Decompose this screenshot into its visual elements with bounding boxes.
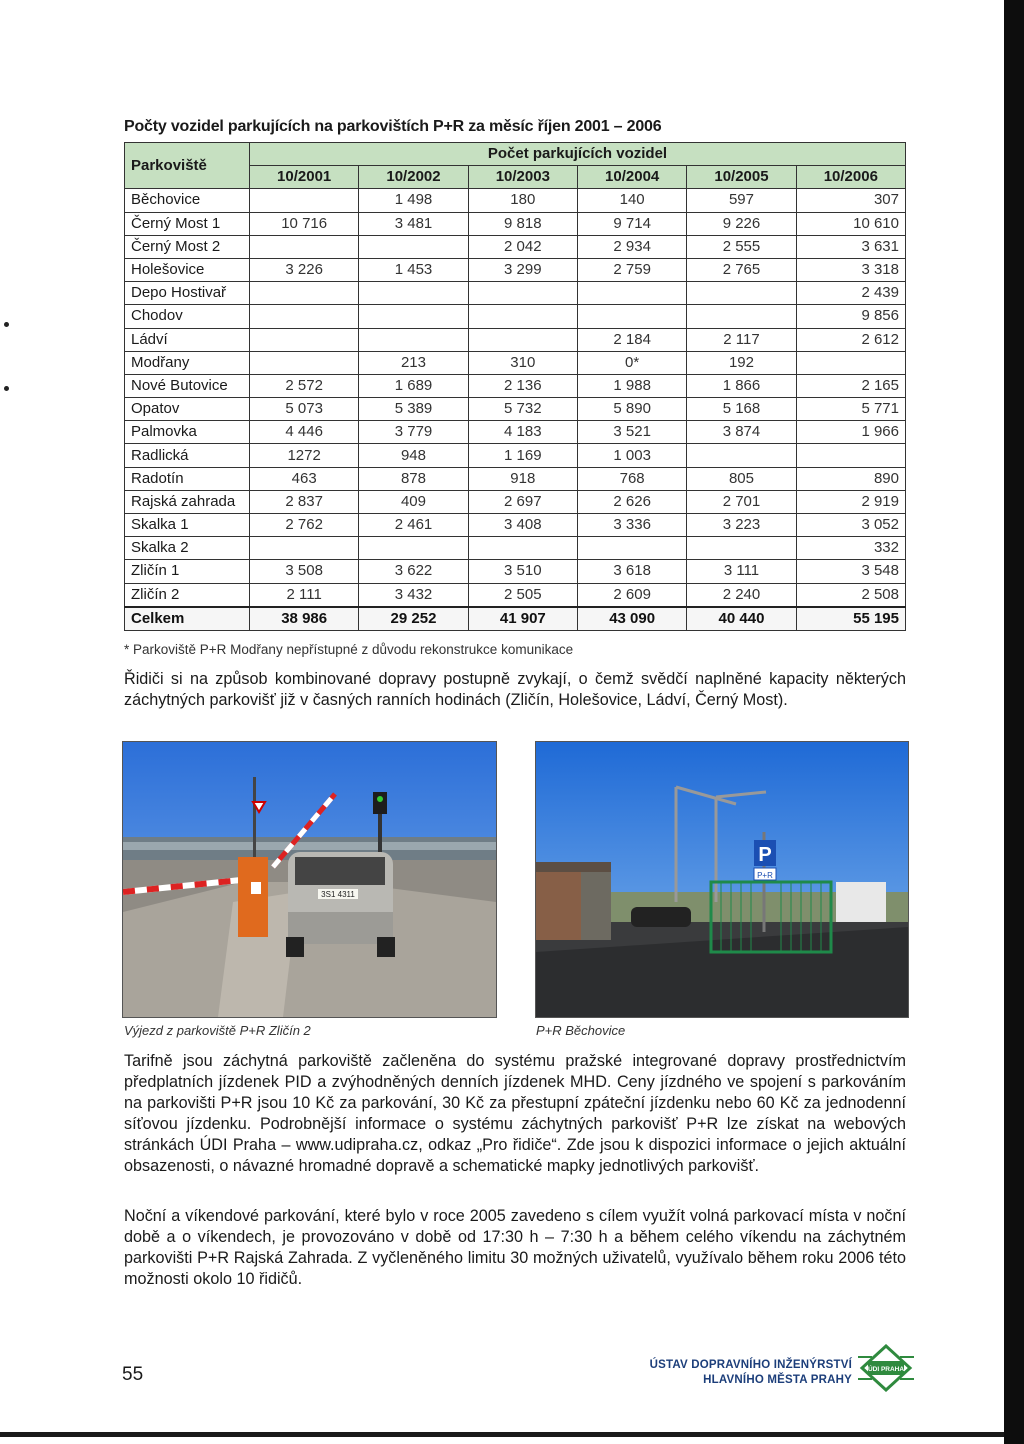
vehicle-count-cell: 2 555 (687, 235, 796, 258)
vehicle-count-cell: 3 548 (796, 560, 905, 583)
vehicle-count-cell: 3 432 (359, 583, 468, 607)
vehicle-count-cell: 2 136 (468, 374, 577, 397)
caption-right: P+R Běchovice (536, 1023, 626, 1038)
vehicle-count-cell: 3 508 (250, 560, 359, 583)
vehicle-count-cell: 2 165 (796, 374, 905, 397)
vehicle-count-cell: 5 168 (687, 398, 796, 421)
table-row (125, 421, 906, 444)
night-parking-paragraph: Noční a víkendové parkování, které bylo v roce 2005 zavedeno s cílem využít volná parkovací místa v noční době a o víkendech, je provozováno v době od 17:30 h – 7:30 h a během celého víkendu na záchytném parkovišti P+R Rajská Zahrada. Z vyčleněného limitu 30 možných uživatelů, využívalo během roku 2006 této možnosti okolo 10 řidičů. (124, 1207, 906, 1288)
table-row (125, 235, 906, 258)
vehicle-count-cell: 1 498 (359, 189, 468, 212)
vehicle-count-cell: 41 907 (468, 607, 577, 631)
scan-edge-bar (1004, 0, 1024, 1444)
vehicle-count-cell: 2 837 (250, 490, 359, 513)
vehicle-count-cell: 9 856 (796, 305, 905, 328)
parking-lot-name: Holešovice (125, 258, 250, 281)
vehicle-count-cell (359, 235, 468, 258)
parking-lot-name: Rajská zahrada (125, 490, 250, 513)
vehicle-count-cell: 5 389 (359, 398, 468, 421)
vehicle-count-cell (577, 537, 686, 560)
table-row (125, 398, 906, 421)
column-header: 10/2005 (687, 166, 796, 189)
vehicle-count-cell: 1 169 (468, 444, 577, 467)
parking-lot-name: Běchovice (125, 189, 250, 212)
vehicle-count-cell: 948 (359, 444, 468, 467)
vehicle-count-cell: 180 (468, 189, 577, 212)
vehicle-count-cell: 29 252 (359, 607, 468, 631)
vehicle-count-cell: 3 481 (359, 212, 468, 235)
vehicle-count-cell: 140 (577, 189, 686, 212)
scan-dot (4, 322, 9, 327)
vehicle-count-cell: 3 408 (468, 514, 577, 537)
vehicle-count-cell: 2 042 (468, 235, 577, 258)
vehicle-count-cell (577, 282, 686, 305)
parking-lot-name: Černý Most 2 (125, 235, 250, 258)
org-line-2: HLAVNÍHO MĚSTA PRAHY (703, 1374, 852, 1386)
vehicle-count-cell: 1 453 (359, 258, 468, 281)
parking-lot-name: Skalka 1 (125, 514, 250, 537)
vehicle-count-cell: 597 (687, 189, 796, 212)
vehicle-count-cell: 2 612 (796, 328, 905, 351)
vehicle-count-cell (468, 282, 577, 305)
vehicle-count-cell: 2 762 (250, 514, 359, 537)
parking-lot-name: Černý Most 1 (125, 212, 250, 235)
table-title: Počty vozidel parkujících na parkovištích P+R za měsíc říjen 2001 – 2006 (124, 118, 662, 135)
vehicle-count-cell: 1 003 (577, 444, 686, 467)
table-footnote: * Parkoviště P+R Modřany nepřístupné z důvodu rekonstrukce komunikace (124, 642, 574, 657)
org-line-1: ÚSTAV DOPRAVNÍHO INŽENÝRSTVÍ (649, 1359, 852, 1371)
table-row (125, 258, 906, 281)
vehicle-count-cell: 3 223 (687, 514, 796, 537)
vehicle-count-cell: 2 626 (577, 490, 686, 513)
table-row (125, 467, 906, 490)
parking-lot-name: Opatov (125, 398, 250, 421)
group-header: Počet parkujících vozidel (250, 143, 906, 166)
vehicle-count-cell (250, 282, 359, 305)
vehicle-count-cell: 43 090 (577, 607, 686, 631)
vehicle-count-cell: 9 226 (687, 212, 796, 235)
vehicle-count-cell: 3 779 (359, 421, 468, 444)
vehicle-count-cell: 3 299 (468, 258, 577, 281)
intro-paragraph: Řidiči si na způsob kombinované dopravy postupně zvykají, o čemž svědčí naplněné kapacity některých záchytných parkovišť již v časných ranních hodinách (Zličín, Holešovice, Ládví, Černý Most). (124, 670, 906, 709)
vehicle-count-cell: 2 697 (468, 490, 577, 513)
vehicle-count-cell: 3 226 (250, 258, 359, 281)
vehicle-count-cell: 9 818 (468, 212, 577, 235)
table-row (125, 282, 906, 305)
photo-bechovice (535, 741, 909, 1018)
udi-logo-icon (858, 1344, 914, 1392)
table-body (125, 189, 906, 631)
vehicle-count-cell: 2 505 (468, 583, 577, 607)
vehicle-count-cell: 40 440 (687, 607, 796, 631)
column-header: 10/2002 (359, 166, 468, 189)
vehicle-count-cell (250, 189, 359, 212)
parking-lot-name: Ládví (125, 328, 250, 351)
logo-text: ÚDI PRAHA (867, 1366, 905, 1373)
vehicle-count-cell: 2 765 (687, 258, 796, 281)
vehicle-count-cell (359, 537, 468, 560)
vehicle-count-cell: 1 988 (577, 374, 686, 397)
column-header: 10/2003 (468, 166, 577, 189)
table-row (125, 560, 906, 583)
vehicle-count-cell: 192 (687, 351, 796, 374)
vehicle-count-cell (250, 328, 359, 351)
vehicle-count-cell (359, 305, 468, 328)
table-row (125, 583, 906, 607)
vehicle-count-cell: 2 609 (577, 583, 686, 607)
vehicle-count-cell: 805 (687, 467, 796, 490)
column-header: 10/2004 (577, 166, 686, 189)
vehicle-count-cell: 768 (577, 467, 686, 490)
vehicle-count-cell (250, 235, 359, 258)
parking-lot-name: Nové Butovice (125, 374, 250, 397)
vehicle-count-cell: 3 622 (359, 560, 468, 583)
vehicle-count-cell: 2 919 (796, 490, 905, 513)
vehicle-count-cell: 2 184 (577, 328, 686, 351)
vehicle-count-cell (359, 282, 468, 305)
vehicle-count-cell: 1 966 (796, 421, 905, 444)
vehicle-count-cell: 2 934 (577, 235, 686, 258)
vehicle-count-cell: 2 759 (577, 258, 686, 281)
vehicle-count-cell: 0* (577, 351, 686, 374)
vehicle-count-cell: 3 521 (577, 421, 686, 444)
vehicle-count-cell: 332 (796, 537, 905, 560)
license-plate: 3S1 4311 (321, 890, 355, 899)
vehicle-count-cell: 2 111 (250, 583, 359, 607)
vehicle-count-cell: 3 052 (796, 514, 905, 537)
table-row (125, 444, 906, 467)
vehicle-count-cell (687, 444, 796, 467)
vehicle-count-cell: 890 (796, 467, 905, 490)
vehicle-count-cell: 1 689 (359, 374, 468, 397)
parking-lot-name: Modřany (125, 351, 250, 374)
vehicle-count-cell: 5 771 (796, 398, 905, 421)
vehicle-count-cell: 3 318 (796, 258, 905, 281)
vehicle-count-cell: 2 240 (687, 583, 796, 607)
table-row (125, 537, 906, 560)
vehicle-count-cell (796, 444, 905, 467)
vehicle-count-cell (577, 305, 686, 328)
parking-lot-name: Radotín (125, 467, 250, 490)
parking-lot-name: Skalka 2 (125, 537, 250, 560)
vehicle-count-cell: 5 732 (468, 398, 577, 421)
vehicle-count-cell: 2 701 (687, 490, 796, 513)
vehicle-count-cell: 9 714 (577, 212, 686, 235)
vehicle-count-cell: 3 618 (577, 560, 686, 583)
vehicle-count-cell: 2 572 (250, 374, 359, 397)
vehicle-count-cell: 1272 (250, 444, 359, 467)
table-row (125, 328, 906, 351)
page-number: 55 (122, 1364, 144, 1385)
vehicle-count-cell (796, 351, 905, 374)
vehicle-count-cell: 2 117 (687, 328, 796, 351)
pr-sign: P+R (757, 871, 773, 880)
vehicle-count-cell: 878 (359, 467, 468, 490)
corner-header: Parkoviště (125, 143, 250, 189)
parking-table (124, 142, 906, 631)
vehicle-count-cell: 3 874 (687, 421, 796, 444)
vehicle-count-cell (359, 328, 468, 351)
vehicle-count-cell: 5 890 (577, 398, 686, 421)
parking-sign: P (758, 844, 772, 866)
table-row (125, 189, 906, 212)
table-row (125, 490, 906, 513)
tariff-paragraph: Tarifně jsou záchytná parkoviště začleněna do systému pražské integrované dopravy prostřednictvím předplatních jízdenek PID a zvýhodněných denních jízdenek MHD. Ceny jízdného ve spojení s parkováním na parkovišti P+R jsou 10 Kč za parkování, 30 Kč za přestupní zpáteční jízdenku nebo 60 Kč za jednodenní síťovou jízdenku. Podrobnější informace o systému záchytných parkovišť P+R lze získat na webových stránkách ÚDI Praha – www.udipraha.cz, odkaz „Pro řidiče“. Zde jsou k dispozici informace o jejich aktuální obsazenosti, o návazné hromadné dopravě a schematické mapky jednotlivých parkovišť. (124, 1052, 906, 1175)
column-header: 10/2006 (796, 166, 905, 189)
vehicle-count-cell: 10 716 (250, 212, 359, 235)
vehicle-count-cell (687, 537, 796, 560)
vehicle-count-cell (250, 537, 359, 560)
table-row (125, 351, 906, 374)
vehicle-count-cell: 2 461 (359, 514, 468, 537)
parking-lot-name: Chodov (125, 305, 250, 328)
vehicle-count-cell (468, 305, 577, 328)
vehicle-count-cell (687, 282, 796, 305)
vehicle-count-cell: 4 446 (250, 421, 359, 444)
parking-lot-name: Zličín 1 (125, 560, 250, 583)
table-row (125, 514, 906, 537)
vehicle-count-cell (687, 305, 796, 328)
vehicle-count-cell: 213 (359, 351, 468, 374)
photo-zlicin-exit (122, 741, 497, 1018)
vehicle-count-cell: 5 073 (250, 398, 359, 421)
parking-lot-name: Zličín 2 (125, 583, 250, 607)
table-row (125, 212, 906, 235)
bottom-rule (0, 1432, 1004, 1437)
vehicle-count-cell: 310 (468, 351, 577, 374)
table-row (125, 374, 906, 397)
vehicle-count-cell: 2 508 (796, 583, 905, 607)
vehicle-count-cell: 38 986 (250, 607, 359, 631)
parking-lot-name: Depo Hostivař (125, 282, 250, 305)
total-row (125, 607, 906, 631)
vehicle-count-cell: 4 183 (468, 421, 577, 444)
table-row (125, 305, 906, 328)
vehicle-count-cell (468, 537, 577, 560)
vehicle-count-cell (468, 328, 577, 351)
parking-lot-name: Radlická (125, 444, 250, 467)
parking-lot-name: Palmovka (125, 421, 250, 444)
vehicle-count-cell: 307 (796, 189, 905, 212)
vehicle-count-cell: 3 631 (796, 235, 905, 258)
vehicle-count-cell: 3 111 (687, 560, 796, 583)
vehicle-count-cell: 55 195 (796, 607, 905, 631)
vehicle-count-cell (250, 305, 359, 328)
scan-dot (4, 386, 9, 391)
vehicle-count-cell: 3 510 (468, 560, 577, 583)
vehicle-count-cell: 2 439 (796, 282, 905, 305)
vehicle-count-cell: 3 336 (577, 514, 686, 537)
vehicle-count-cell: 1 866 (687, 374, 796, 397)
organization-name (620, 1358, 852, 1388)
vehicle-count-cell: 463 (250, 467, 359, 490)
parking-lot-name: Celkem (125, 607, 250, 631)
vehicle-count-cell: 918 (468, 467, 577, 490)
vehicle-count-cell: 409 (359, 490, 468, 513)
vehicle-count-cell (250, 351, 359, 374)
column-header: 10/2001 (250, 166, 359, 189)
vehicle-count-cell: 10 610 (796, 212, 905, 235)
caption-left: Výjezd z parkoviště P+R Zličín 2 (124, 1023, 311, 1038)
